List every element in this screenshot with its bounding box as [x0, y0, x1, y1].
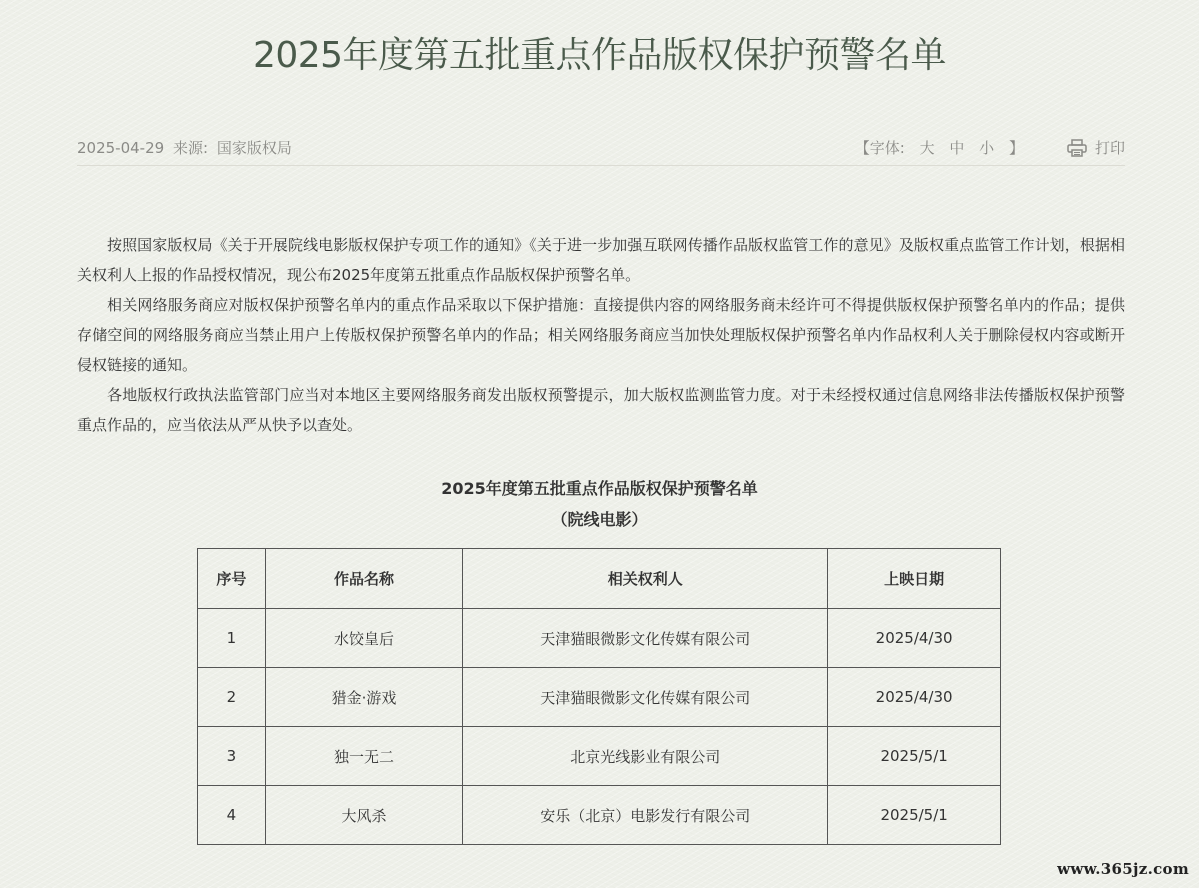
- cell-work-title: 独一无二: [265, 727, 462, 786]
- source-name: 国家版权局: [216, 139, 292, 157]
- table-row: [198, 609, 1001, 668]
- header-release-date: 上映日期: [828, 549, 1001, 609]
- font-size-medium-button[interactable]: 中: [949, 139, 965, 157]
- list-subtitle: （院线电影）: [551, 510, 648, 529]
- cell-rights-holder: 天津猫眼微影文化传媒有限公司: [463, 609, 828, 668]
- site-watermark: www.365jz.com: [1057, 860, 1189, 878]
- cell-release-date: 2025/4/30: [828, 609, 1001, 668]
- paragraph: 相关网络服务商应对版权保护预警名单内的重点作品采取以下保护措施：直接提供内容的网络服务商未经许可不得提供版权保护预警名单内的作品；提供存储空间的网络服务商应当禁止用户上传版权保护预警名单内的作品；相关网络服务商应当加快处理版权保护预警名单内作品权利人关于删除侵权内容或断开侵权链接的通知。: [77, 296, 1125, 374]
- source-label: 来源:: [172, 139, 209, 157]
- cell-index: 3: [198, 727, 266, 786]
- print-button[interactable]: [1067, 137, 1125, 158]
- cell-rights-holder: 天津猫眼微影文化传媒有限公司: [463, 668, 828, 727]
- article-meta-bar: [77, 133, 1125, 166]
- header-index: 序号: [198, 549, 266, 609]
- font-size-open: 【字体:: [854, 139, 905, 157]
- header-work-title: 作品名称: [265, 549, 462, 609]
- article-tools: [850, 137, 1125, 158]
- table-row: [198, 786, 1001, 845]
- table-header-row: [198, 549, 1001, 609]
- cell-work-title: 水饺皇后: [265, 609, 462, 668]
- font-size-close: 】: [1008, 139, 1024, 157]
- article-info: [77, 137, 296, 158]
- article-body: [77, 230, 1125, 440]
- cell-release-date: 2025/5/1: [828, 786, 1001, 845]
- warning-list-table: [197, 548, 1001, 845]
- cell-index: 4: [198, 786, 266, 845]
- cell-index: 1: [198, 609, 266, 668]
- table-row: [198, 668, 1001, 727]
- cell-release-date: 2025/4/30: [828, 668, 1001, 727]
- font-size-large-button[interactable]: 大: [919, 139, 935, 157]
- publish-date: 2025-04-29: [77, 139, 165, 157]
- header-rights-holder: 相关权利人: [463, 549, 828, 609]
- cell-rights-holder: 北京光线影业有限公司: [463, 727, 828, 786]
- page-title: 2025年度第五批重点作品版权保护预警名单: [252, 35, 947, 76]
- cell-work-title: 猎金·游戏: [265, 668, 462, 727]
- paragraph: 各地版权行政执法监管部门应当对本地区主要网络服务商发出版权预警提示，加大版权监测监管力度。对于未经授权通过信息网络非法传播版权保护预警重点作品的，应当依法从严从快予以查处。: [77, 386, 1125, 434]
- printer-icon: [1067, 139, 1087, 157]
- paragraph: 按照国家版权局《关于开展院线电影版权保护专项工作的通知》《关于进一步加强互联网传播作品版权监管工作的意见》及版权重点监管工作计划，根据相关权利人上报的作品授权情况，现公布2025年度第五批重点作品版权保护预警名单。: [77, 236, 1125, 284]
- list-title: 2025年度第五批重点作品版权保护预警名单: [441, 479, 758, 498]
- table-row: [198, 727, 1001, 786]
- cell-rights-holder: 安乐（北京）电影发行有限公司: [463, 786, 828, 845]
- print-label: 打印: [1094, 139, 1125, 157]
- cell-release-date: 2025/5/1: [828, 727, 1001, 786]
- cell-index: 2: [198, 668, 266, 727]
- font-size-small-button[interactable]: 小: [979, 139, 995, 157]
- font-size-control: [850, 137, 1029, 158]
- cell-work-title: 大风杀: [265, 786, 462, 845]
